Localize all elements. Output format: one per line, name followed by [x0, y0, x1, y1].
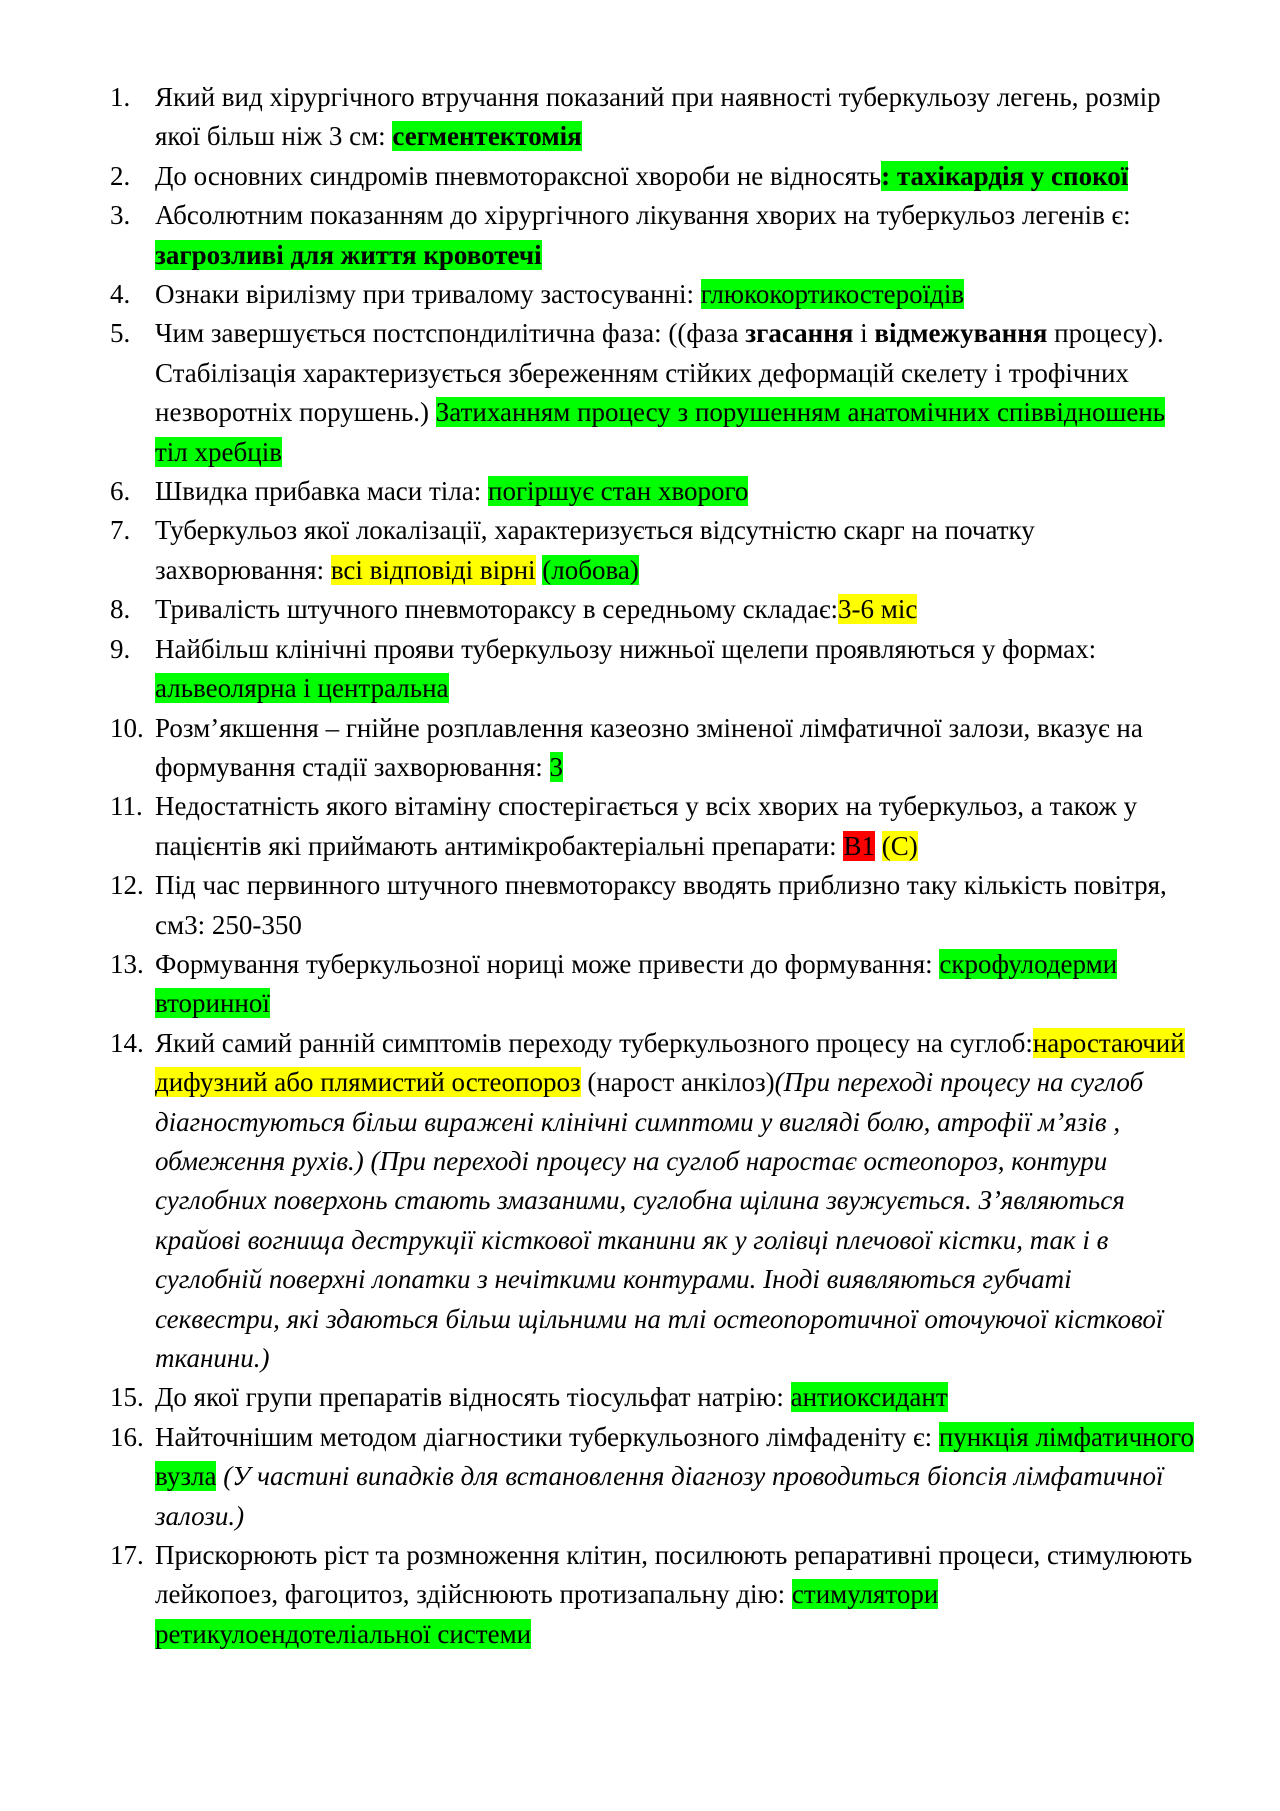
- text-segment: і: [853, 318, 875, 349]
- question-list: [110, 78, 1200, 1654]
- text-segment: відмежування: [874, 318, 1048, 349]
- question-number: 11.: [110, 791, 143, 822]
- question-item: [110, 78, 1200, 157]
- question-number: 4.: [110, 279, 131, 310]
- question-item: [110, 1536, 1200, 1654]
- question-number: 8.: [110, 594, 131, 625]
- text-segment: Під час первинного штучного пневмотораксу вводять приблизно таку кількість повітря, см3: 250-350: [155, 870, 1167, 940]
- question-item: [110, 590, 1200, 629]
- text-segment: Розм’якшення – гнійне розплавлення казеозно зміненої лімфатичної залози, вказує на формування стадії захворювання:: [155, 712, 1143, 782]
- text-segment: Чим завершується постспондилітична фаза: ((фаза: [155, 318, 746, 349]
- question-number: 14.: [110, 1027, 144, 1058]
- question-number: 13.: [110, 948, 144, 979]
- question-item: [110, 787, 1200, 866]
- text-segment: Який вид хірургічного втручання показаний при наявності туберкульозу легень, розмір якої більш ніж 3 см:: [155, 82, 1161, 152]
- question-number: 15.: [110, 1382, 144, 1413]
- highlighted-answer: 3-6 міс: [838, 594, 918, 625]
- text-segment: Формування туберкульозної нориці може привести до формування:: [155, 948, 940, 979]
- text-segment: Прискорюють ріст та розмноження клітин, посилюють репаративні процеси, стимулюють лейкопоез, фагоцитоз, здійснюють протизапальну дію:: [155, 1540, 1193, 1610]
- text-segment: Найбільш клінічні прояви туберкульозу нижньої щелепи проявляються у формах:: [155, 633, 1097, 664]
- question-item: [110, 630, 1200, 709]
- text-segment: Який самий ранній симптомів переходу туберкульозного процесу на суглоб:: [155, 1027, 1033, 1058]
- question-item: [110, 472, 1200, 511]
- question-text: [155, 791, 1137, 860]
- question-number: 3.: [110, 200, 131, 231]
- text-segment: згасання: [745, 318, 854, 349]
- question-item: [110, 945, 1200, 1024]
- highlighted-answer: погіршує стан хворого: [488, 476, 749, 507]
- text-segment: Тривалість штучного пневмотораксу в середньому складає:: [155, 594, 839, 625]
- highlighted-answer: Затиханням процесу з порушенням анатомічних співвідношень тіл хребців: [155, 397, 1166, 467]
- question-text: [155, 1028, 1185, 1373]
- question-number: 12.: [110, 870, 144, 901]
- highlighted-answer: антиоксидант: [790, 1382, 948, 1413]
- text-segment: Ознаки вірилізму при тривалому застосуванні:: [155, 279, 701, 310]
- question-item: [110, 1378, 1200, 1417]
- highlighted-answer: наростаючий дифузний або плямистий остеопороз: [155, 1027, 1185, 1098]
- question-number: 10.: [110, 712, 144, 743]
- text-segment: процесу). Стабілізація характеризується збереженням стійких деформацій скелету і трофічних незворотніх порушень.): [155, 318, 1164, 428]
- question-number: 2.: [110, 160, 131, 191]
- highlighted-answer: загрозливі для життя кровотечі: [155, 239, 542, 270]
- italic-note: (При переході процесу на суглоб діагностуються більш виражені клінічні симптоми у вигляді болю, атрофії м’язів , обмеження рухів.) (При переході процесу на суглоб наростає остеопороз, контури суглобних поверхонь стають змазаними, суглобна щілина звужується. З’являються крайові вогнища деструкції кісткової тканини як у голівці плечової кістки, так і в суглобній поверхні лопатки з нечіткими контурами. Іноді виявляються губчаті секвестри, які здаються більш щільними на тлі остеопоротичної оточуючої кісткової тканини.): [155, 1067, 1164, 1373]
- text-segment: До основних синдромів пневмотораксної хвороби не відносять: [155, 160, 882, 191]
- text-segment: До якої групи препаратів відносять тіосульфат натрію:: [155, 1382, 791, 1413]
- question-number: 5.: [110, 318, 131, 349]
- highlighted-answer: пункція лімфатичного вузла: [155, 1421, 1194, 1492]
- question-text: [155, 200, 1131, 269]
- text-segment: Найточнішим методом діагностики туберкульозного лімфаденіту є:: [155, 1421, 939, 1452]
- question-item: [110, 314, 1200, 472]
- question-text: [155, 476, 748, 506]
- question-text: [155, 713, 1143, 782]
- question-text: [155, 1422, 1194, 1531]
- question-number: 16.: [110, 1421, 144, 1452]
- question-item: [110, 866, 1200, 945]
- highlighted-answer: В1: [843, 830, 875, 861]
- highlighted-answer: сегментектомія: [392, 121, 582, 152]
- question-text: [155, 634, 1096, 703]
- question-text: [155, 161, 1128, 191]
- question-text: [155, 1382, 948, 1412]
- question-text: [155, 594, 917, 624]
- question-text: [155, 870, 1167, 939]
- text-segment: Швидка прибавка маси тіла:: [155, 476, 489, 507]
- question-text: [155, 515, 1035, 584]
- highlighted-answer: (С): [881, 830, 918, 861]
- question-text: [155, 279, 964, 309]
- text-segment: (нарост анкілоз): [580, 1067, 775, 1098]
- question-number: 9.: [110, 633, 131, 664]
- highlighted-answer: глюкокортикостероїдів: [700, 279, 965, 310]
- question-number: 1.: [110, 82, 131, 112]
- question-item: [110, 709, 1200, 788]
- question-number: 17.: [110, 1540, 144, 1571]
- highlighted-answer: альвеолярна і центральна: [155, 673, 449, 704]
- question-item: [110, 1024, 1200, 1379]
- highlighted-answer: (лобова): [542, 554, 639, 585]
- question-item: [110, 275, 1200, 314]
- question-number: 6.: [110, 476, 131, 507]
- highlighted-answer: : тахікардія у спокої: [881, 160, 1129, 191]
- italic-note: (У частині випадків для встановлення діагнозу проводиться біопсія лімфатичної залози.): [155, 1461, 1164, 1531]
- highlighted-answer: скрофулодерми вторинної: [155, 948, 1118, 1019]
- question-number: 7.: [110, 515, 131, 546]
- highlighted-answer: стимулятори ретикулоендотеліальної системи: [155, 1579, 939, 1649]
- question-text: [155, 318, 1165, 466]
- highlighted-answer: 3: [549, 751, 564, 782]
- question-text: [155, 949, 1117, 1018]
- question-text: [155, 82, 1161, 151]
- highlighted-answer: всі відповіді вірні: [330, 554, 536, 585]
- question-item: [110, 196, 1200, 275]
- question-item: [110, 157, 1200, 196]
- text-segment: Туберкульоз якої локалізації, характеризується відсутністю скарг на початку захворювання:: [155, 515, 1035, 585]
- question-item: [110, 511, 1200, 590]
- question-text: [155, 1540, 1192, 1649]
- text-segment: Недостатність якого вітаміну спостерігається у всіх хворих на туберкульоз, а також у пацієнтів які приймають антимікробактеріальні препарати:: [155, 791, 1138, 861]
- text-segment: [875, 831, 882, 861]
- text-segment: Абсолютним показанням до хірургічного лікування хворих на туберкульоз легенів є:: [155, 200, 1131, 231]
- question-item: [110, 1418, 1200, 1536]
